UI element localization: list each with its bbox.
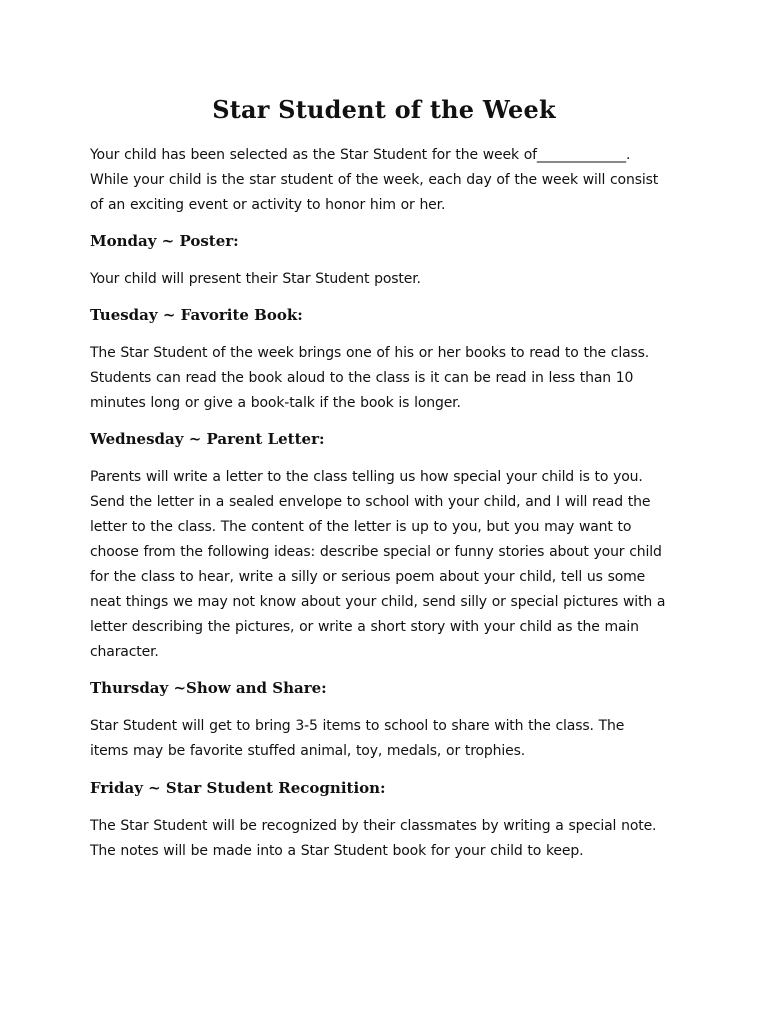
intro-paragraph bbox=[90, 143, 690, 218]
section-paragraph-wednesday bbox=[90, 465, 690, 665]
paragraph-line: Students can read the book aloud to the class is it can be read in less than 10 bbox=[90, 370, 634, 386]
section-paragraph-friday bbox=[90, 814, 690, 864]
paragraph-line: character. bbox=[90, 644, 159, 660]
section-heading-tuesday: Tuesday ~ Favorite Book: bbox=[90, 306, 303, 324]
paragraph-line: for the class to hear, write a silly or serious poem about your child, tell us some bbox=[90, 569, 646, 585]
paragraph-line: minutes long or give a book-talk if the book is longer. bbox=[90, 395, 461, 411]
section-heading-monday: Monday ~ Poster: bbox=[90, 232, 239, 250]
section-paragraph-tuesday bbox=[90, 341, 690, 416]
paragraph-line: neat things we may not know about your child, send silly or special pictures with a bbox=[90, 594, 666, 610]
paragraph-line: letter to the class. The content of the letter is up to you, but you may want to bbox=[90, 519, 632, 535]
section-heading-wednesday: Wednesday ~ Parent Letter: bbox=[90, 430, 325, 448]
paragraph-line: of an exciting event or activity to honor him or her. bbox=[90, 197, 446, 213]
paragraph-line: Star Student will get to bring 3-5 items to school to share with the class. The bbox=[90, 718, 625, 734]
paragraph-line: The Star Student of the week brings one of his or her books to read to the class. bbox=[90, 345, 650, 361]
section-heading-friday: Friday ~ Star Student Recognition: bbox=[90, 779, 386, 797]
paragraph-line: items may be favorite stuffed animal, toy, medals, or trophies. bbox=[90, 743, 526, 759]
page-title: Star Student of the Week bbox=[212, 95, 556, 124]
paragraph-line: While your child is the star student of the week, each day of the week will consist bbox=[90, 172, 659, 188]
paragraph-line: choose from the following ideas: describe special or funny stories about your child bbox=[90, 544, 662, 560]
paragraph-line: Your child has been selected as the Star Student for the week of_____________. bbox=[90, 147, 631, 163]
section-heading-thursday: Thursday ~Show and Share: bbox=[90, 679, 327, 697]
section-paragraph-thursday bbox=[90, 714, 690, 764]
paragraph-line: The notes will be made into a Star Student book for your child to keep. bbox=[90, 843, 584, 859]
paragraph-line: Send the letter in a sealed envelope to school with your child, and I will read the bbox=[90, 494, 651, 510]
paragraph-line: The Star Student will be recognized by their classmates by writing a special note. bbox=[90, 818, 657, 834]
section-paragraph-monday bbox=[90, 267, 690, 292]
paragraph-line: letter describing the pictures, or write a short story with your child as the main bbox=[90, 619, 639, 635]
paragraph-line: Parents will write a letter to the class telling us how special your child is to you. bbox=[90, 469, 643, 485]
paragraph-line: Your child will present their Star Student poster. bbox=[90, 271, 421, 287]
